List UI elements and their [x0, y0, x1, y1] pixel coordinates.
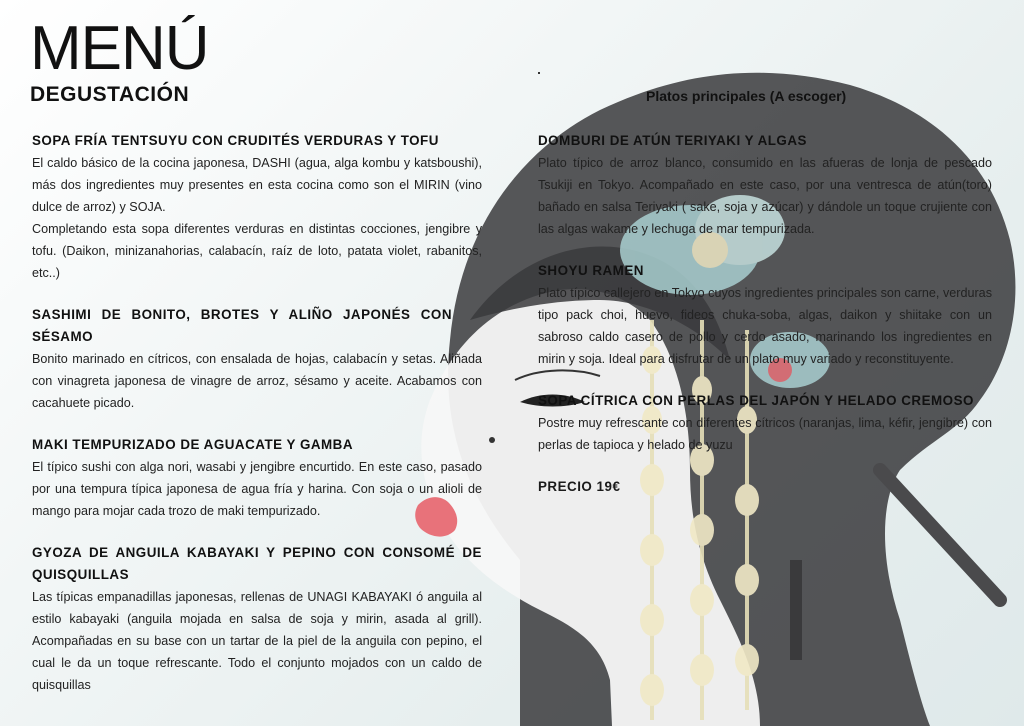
- dish-title: DOMBURI DE ATÚN TERIYAKI Y ALGAS: [538, 133, 807, 148]
- hair-stick: [790, 560, 802, 660]
- dish-description: Plato típico callejero en Tokyo cuyos ingredientes principales son carne, verduras tipo pack choi, huevo, fideos chuka-soba, algas, daikon y shiitake con un sabroso caldo casero de pollo y cerdo asado, marinando los ingredientes en mirin y soja. Ideal para disfrutar de un plato muy variado y reconstituyente.: [538, 286, 992, 366]
- dish-description: Bonito marinado en cítricos, con ensalada de hojas, calabacín y setas. Aliñada con vinagreta japonesa de vinagre de arroz, sésamo y aceite. Acabamos con cacahuete picado.: [32, 352, 482, 410]
- dish-title: GYOZA DE ANGUILA KABAYAKI Y PEPINO CON CONSOMÉ DE QUISQUILLAS: [32, 545, 482, 582]
- dish-description: Las típicas empanadillas japonesas, rellenas de UNAGI KABAYAKI ó anguila al estilo kabayaki (anguila mojada en salsa de soja y mirin, asada al grill). Acompañadas en su base con un tartar de la piel de la anguila con pepino, el cual le da un toque refrescante. Todo el conjunto mojados con un caldo de quisquillas: [32, 590, 482, 692]
- menu-title: MENÚ: [30, 14, 209, 83]
- dish-title: SHOYU RAMEN: [538, 263, 644, 278]
- dish-description: Postre muy refrescante con diferentes cítricos (naranjas, lima, kéfir, jengibre) con perlas de tapioca y helado de yuzu: [538, 416, 992, 452]
- dish-item: [32, 304, 482, 414]
- menu-subtitle: DEGUSTACIÓN: [30, 83, 190, 106]
- dish-item: [538, 390, 992, 456]
- dish-title: SOPA FRÍA TENTSUYU CON CRUDITÉS VERDURAS Y TOFU: [32, 133, 439, 148]
- dish-item: [32, 542, 482, 696]
- decorative-dot: [538, 72, 540, 74]
- price-label: PRECIO 19€: [538, 479, 621, 494]
- main-courses-heading: Platos principales (A escoger): [646, 88, 847, 104]
- dish-description: El típico sushi con alga nori, wasabi y jengibre encurtido. En este caso, pasado por una tempura típica japonesa de agua fría y harina. Con soja o un alioli de mango para mojar cada trozo de maki tempurizado.: [32, 460, 482, 518]
- main-courses-column: [538, 130, 992, 498]
- dish-title: MAKI TEMPURIZADO DE AGUACATE Y GAMBA: [32, 437, 354, 452]
- dish-item: [538, 260, 992, 370]
- starters-column: [32, 130, 482, 696]
- dish-item: [538, 130, 992, 240]
- dish-item: [32, 130, 482, 284]
- dish-item: [32, 434, 482, 522]
- dish-description: Plato típico de arroz blanco, consumido en las afueras de lonja de pescado Tsukiji en Tokyo. Acompañado en este caso, por una ventresca de atún(toro) bañado en salsa Teriyaki ( sake, soja y azúcar) y dándole un toque crujiente con las algas wakame y lechuga de mar tempurizada.: [538, 156, 992, 236]
- dish-description: El caldo básico de la cocina japonesa, DASHI (agua, alga kombu y katsboushi), más dos ingredientes muy presentes en esta cocina como son el MIRIN (vino dulce de arroz) y SOJA. Completando esta sopa diferentes verduras en distintas cocciones, jengibre y tofu. (Daikon, minizanahorias, calabacín, raíz de loto, patata violet, rabanitos, etc..): [32, 156, 482, 280]
- dish-title: SASHIMI DE BONITO, BROTES Y ALIÑO JAPONÉS CON SÉSAMO: [32, 307, 452, 344]
- beauty-mark: [489, 437, 495, 443]
- dish-title: SOPA CÍTRICA CON PERLAS DEL JAPÓN Y HELADO CREMOSO: [538, 393, 974, 408]
